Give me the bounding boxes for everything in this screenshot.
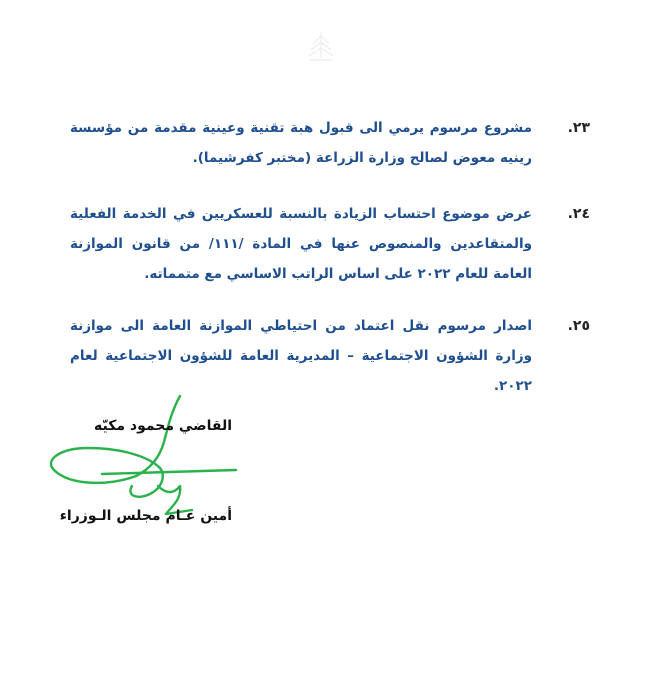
- emblem-watermark-icon: [300, 28, 342, 64]
- item-text: اصدار مرسوم نقل اعتماد من احتياطي الموازنة العامة الى موازنة وزارة الشؤون الاجتماعية – المديرية العامة للشؤون الاجتماعية لعام ٢٠٢٢.: [70, 318, 532, 394]
- item-number: ٢٥.: [567, 318, 590, 334]
- item-text: عرض موضوع احتساب الزيادة بالنسبة للعسكريين في الخدمة الفعلية والمتقاعدين والمنصوص عنها في المادة /١١١/ من قانون الموازنة العامة للعام ٢٠٢٢ على اساس الراتب الاساسي مع متمماته.: [70, 206, 532, 282]
- agenda-item-25: [70, 311, 590, 401]
- agenda-item-23: [70, 113, 590, 173]
- signatory-title: أمين عـام مجلس الـوزراء: [59, 508, 232, 524]
- agenda-item-24: [70, 199, 590, 289]
- item-number: ٢٤.: [567, 206, 590, 222]
- signatory-name: القاضي محمود مكيّه: [94, 418, 232, 434]
- item-number: ٢٣.: [567, 120, 590, 136]
- item-text: مشروع مرسوم يرمي الى قبول هبة تقنية وعينية مقدمة من مؤسسة رينيه معوض لصالح وزارة الزراعة (مختبر كفرشيما).: [70, 120, 532, 166]
